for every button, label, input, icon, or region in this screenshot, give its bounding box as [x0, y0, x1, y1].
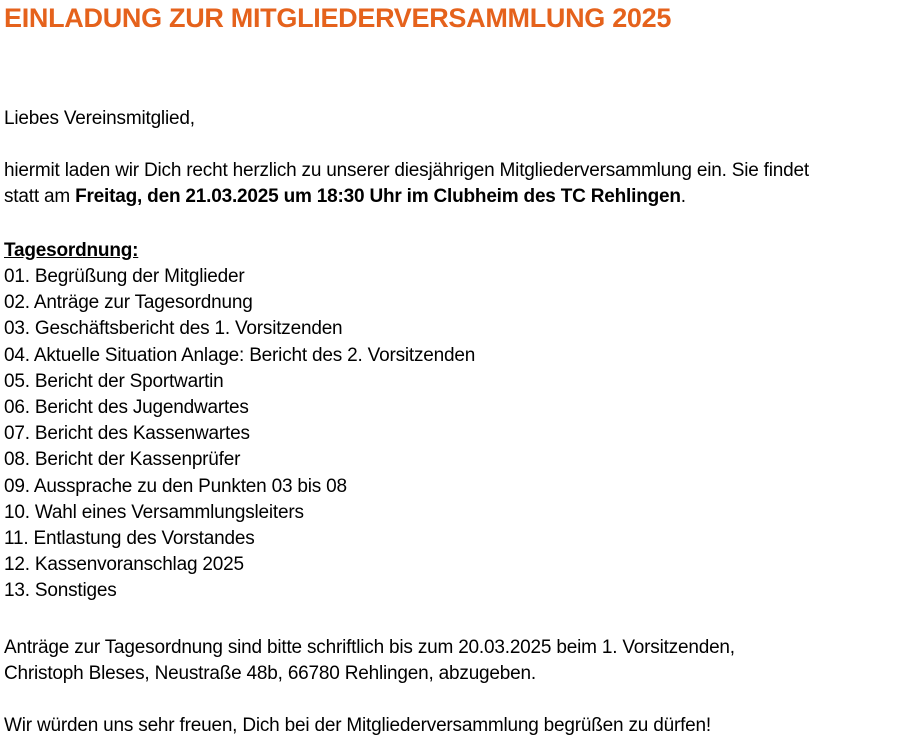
- meeting-date-location: Freitag, den 21.03.2025 um 18:30 Uhr im Clubheim des TC Rehlingen: [75, 186, 681, 207]
- agenda-item: 09. Aussprache zu den Punkten 03 bis 08: [4, 475, 347, 497]
- closing-line: Wir würden uns sehr freuen, Dich bei der Mitgliederversammlung begrüßen zu dürfen!: [4, 715, 711, 736]
- agenda-item: 08. Bericht der Kassenprüfer: [4, 449, 241, 471]
- intro-line-2: [4, 184, 809, 210]
- agenda-item: 10. Wahl eines Versammlungsleiters: [4, 501, 304, 523]
- intro-line-2-suffix: .: [680, 186, 686, 207]
- intro-line-2-prefix: statt am: [4, 186, 76, 207]
- agenda-item: 02. Anträge zur Tagesordnung: [4, 292, 253, 314]
- agenda-item: 06. Bericht des Jugendwartes: [4, 397, 249, 419]
- agenda-item: 05. Bericht der Sportwartin: [4, 370, 224, 392]
- intro-line-1: hiermit laden wir Dich recht herzlich zu unserer diesjährigen Mitgliederversammlung ein. Sie findet: [4, 160, 809, 181]
- agenda-heading: Tagesordnung:: [4, 240, 139, 261]
- agenda-item: 07. Bericht des Kassenwartes: [4, 423, 250, 445]
- document-title: EINLADUNG ZUR MITGLIEDERVERSAMMLUNG 2025: [4, 3, 672, 33]
- agenda-item: 12. Kassenvoranschlag 2025: [4, 554, 244, 576]
- agenda-item: 13. Sonstiges: [4, 580, 117, 602]
- agenda-item: 01. Begrüßung der Mitglieder: [4, 266, 245, 287]
- agenda-item: 03. Geschäftsbericht des 1. Vorsitzenden: [4, 318, 343, 340]
- greeting: Liebes Vereinsmitglied,: [4, 108, 195, 129]
- intro-paragraph: [4, 158, 809, 210]
- agenda-list: [4, 264, 475, 605]
- motions-line-2: Christoph Bleses, Neustraße 48b, 66780 Rehlingen, abzugeben.: [4, 663, 536, 684]
- agenda-item: 11. Entlastung des Vorstandes: [4, 528, 255, 550]
- motions-paragraph: [4, 635, 735, 687]
- motions-line-1: Anträge zur Tagesordnung sind bitte schriftlich bis zum 20.03.2025 beim 1. Vorsitzenden,: [4, 637, 735, 658]
- agenda-item: 04. Aktuelle Situation Anlage: Bericht des 2. Vorsitzenden: [4, 344, 476, 366]
